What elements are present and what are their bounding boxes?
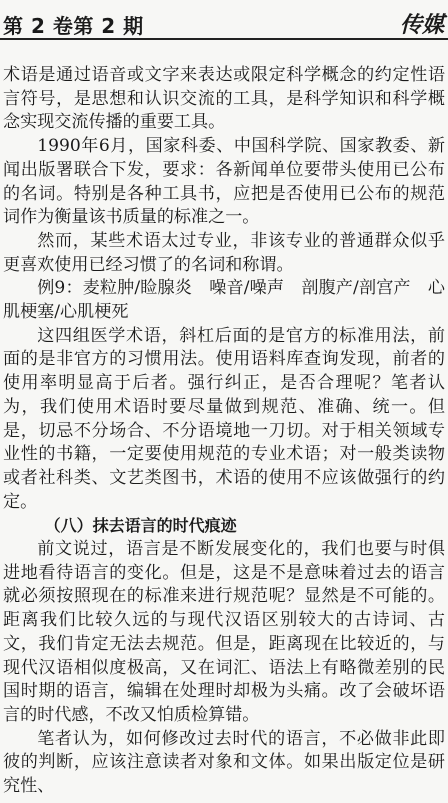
journal-issue: 第 2 卷第 2 期 bbox=[3, 14, 144, 38]
paragraph: 笔者认为，如何修改过去时代的语言，不必做非此即彼的判断，应该注意读者对象和文体。如果出版定位是研究性、 bbox=[3, 728, 445, 797]
header-divider bbox=[0, 38, 448, 40]
journal-title-fragment: 传媒 bbox=[399, 12, 444, 38]
example-paragraph: 例9：麦粒肿/睑腺炎 噪音/噪声 剖腹产/剖宫产 心肌梗塞/心肌梗死 bbox=[3, 278, 445, 323]
page-header bbox=[0, 0, 448, 40]
paragraph: 术语是通过语音或文字来表达或限定科学概念的约定性语言符号，是思想和认识交流的工具，是科学知识和科学概念实现交流传播的重要工具。 bbox=[3, 65, 445, 133]
paragraph: 然而，某些术语太过专业，非该专业的普通群众似乎更喜欢使用已经习惯了的名词和称谓。 bbox=[3, 230, 445, 275]
section-heading: （八）抹去语言的时代痕迹 bbox=[44, 516, 237, 536]
paragraph: 这四组医学术语，斜杠后面的是官方的标准用法，前面的是非官方的习惯用法。使用语料库查询发现，前者的使用率明显高于后者。强行纠正，是否合理呢？笔者认为，我们使用术语时要尽量做到规范、准确、统一。但是，切忌不分场合、不分语境地一刀切。对于相关领域专业性的书籍，一定要使用规范的专业术语；对一般类读物或者社科类、文艺类图书，术语的使用不应该做强行的约定。 bbox=[3, 325, 445, 512]
article-body bbox=[3, 64, 445, 799]
paragraph: 前文说过，语言是不断发展变化的，我们也要与时俱进地看待语言的变化。但是，这是不是意味着过去的语言就必须按照现在的标准来进行规范呢？显然是不可能的。距离我们比较久远的与现代汉语区别较大的古诗词、古文，我们肯定无法去规范。但是，距离现在比较近的，与现代汉语相似度极高，又在词汇、语法上有略微差别的民国时期的语言，编辑在处理时却极为头痛。改了会破坏语言的时代感，不改又怕质检算错。 bbox=[3, 539, 445, 725]
paragraph: 1990年6月，国家科委、中国科学院、国家教委、新闻出版署联合下发，要求：各新闻单位要带头使用已公布的名词。特别是各种工具书，应把是否使用已公布的规范词作为衡量该书质量的标准之一。 bbox=[3, 136, 445, 228]
